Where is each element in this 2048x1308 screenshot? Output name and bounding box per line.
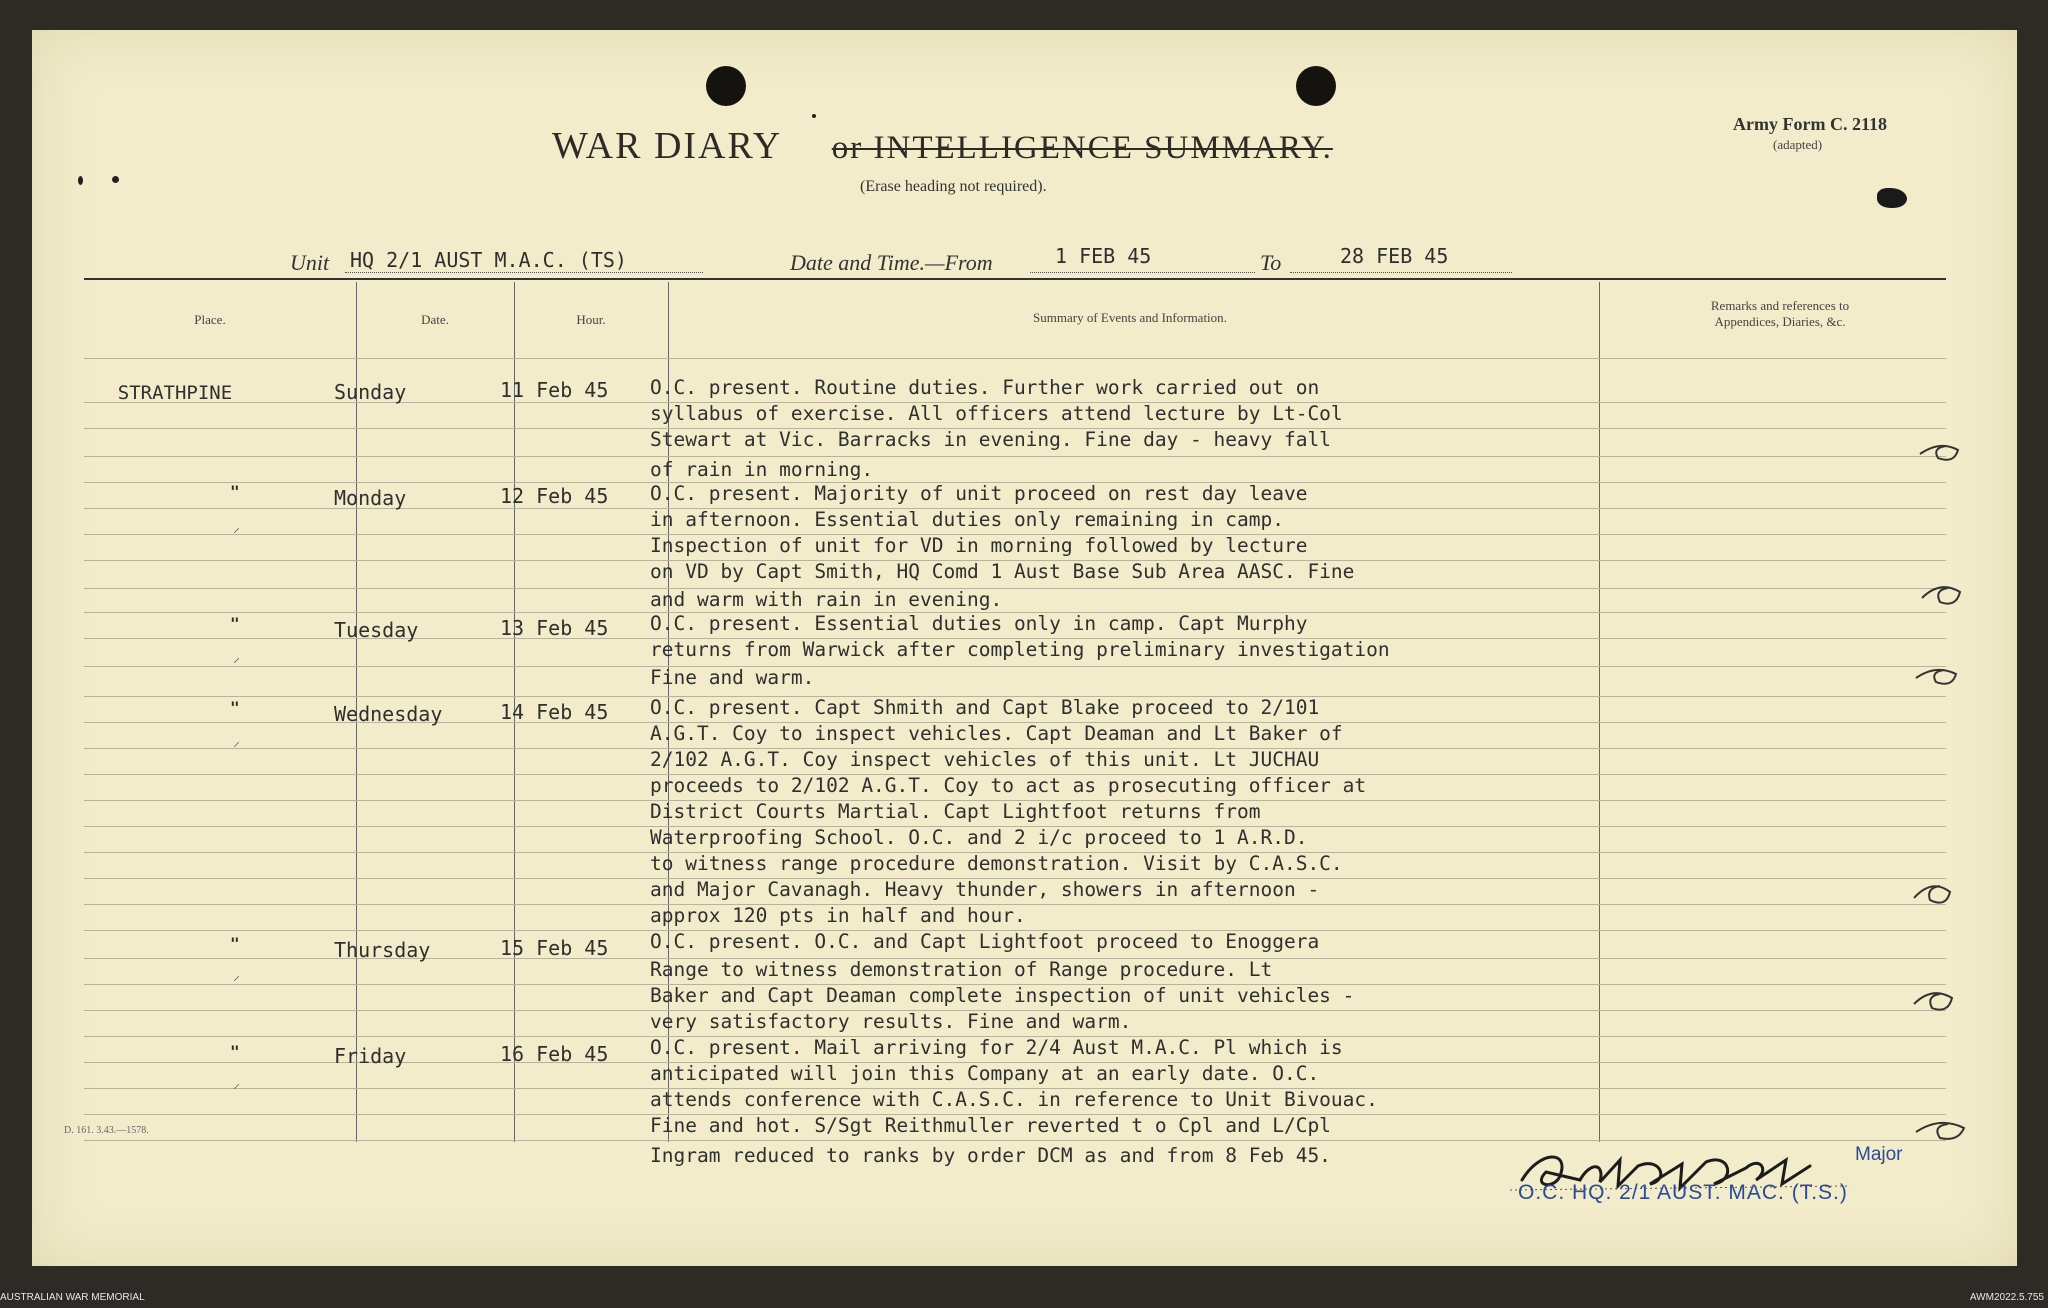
form-ref: Army Form C. 2118	[1733, 114, 1887, 134]
entry-2-line: O.C. present. Majority of unit proceed on rest day leave	[650, 482, 1308, 505]
entry-5-place: "	[230, 934, 240, 953]
from-dotline	[1030, 272, 1255, 273]
remark-mark	[1916, 1123, 1964, 1139]
entry-3-line: returns from Warwick after completing preliminary investigation	[650, 638, 1390, 661]
entry-5-day: Thursday	[334, 938, 431, 962]
to-dotline	[1290, 272, 1512, 273]
entry-6-line: Ingram reduced to ranks by order DCM as and from 8 Feb 45.	[650, 1144, 1331, 1167]
entry-5-line: Baker and Capt Deaman complete inspection of unit vehicles -	[650, 984, 1355, 1007]
date-label: Date and Time.—From	[790, 250, 993, 275]
from-value: 1 FEB 45	[1055, 244, 1152, 268]
remark-mark	[1916, 670, 1956, 684]
table-top-rule	[84, 278, 1946, 280]
entry-4-line: and Major Cavanagh. Heavy thunder, showers in afternoon -	[650, 878, 1320, 901]
remark-marks	[1900, 430, 1980, 1170]
col-summary: Summary of Events and Information.	[1033, 310, 1227, 325]
entry-2-day: Monday	[334, 486, 407, 510]
unit-value: HQ 2/1 AUST M.A.C. (TS)	[350, 248, 627, 272]
entry-1-date: 11 Feb 45	[500, 378, 609, 402]
speck	[78, 176, 83, 185]
remark-mark	[1914, 993, 1952, 1009]
entry-2-line: and warm with rain in evening.	[650, 588, 1003, 611]
entry-6-line: Fine and hot. S/Sgt Reithmuller reverted t o Cpl and L/Cpl	[650, 1114, 1331, 1137]
title-struck: or INTELLIGENCE SUMMARY.	[831, 130, 1333, 166]
archive-caption: AUSTRALIAN WAR MEMORIAL	[0, 1292, 145, 1303]
unit-dotline	[345, 272, 703, 273]
col-date: Date.	[421, 312, 449, 327]
entry-5-line: very satisfactory results. Fine and warm.	[650, 1010, 1132, 1033]
entry-3-line: O.C. present. Essential duties only in camp. Capt Murphy	[650, 612, 1308, 635]
to-value: 28 FEB 45	[1340, 244, 1449, 268]
entry-1-day: Sunday	[334, 380, 407, 404]
entry-4-line: A.G.T. Coy to inspect vehicles. Capt Deaman and Lt Baker of	[650, 722, 1343, 745]
entry-4-line: District Courts Martial. Capt Lightfoot returns from	[650, 800, 1261, 823]
entry-4-line: proceeds to 2/102 A.G.T. Coy to act as prosecuting officer at	[650, 774, 1367, 797]
entry-6-date: 16 Feb 45	[500, 1042, 609, 1066]
entry-1-line: O.C. present. Routine duties. Further work carried out on	[650, 376, 1320, 399]
entry-4-date: 14 Feb 45	[500, 700, 609, 724]
entry-3-line: Fine and warm.	[650, 666, 815, 689]
entry-3-day: Tuesday	[334, 618, 419, 642]
entry-6-day: Friday	[334, 1044, 407, 1068]
entry-2-date: 12 Feb 45	[500, 484, 609, 508]
entry-4-line: to witness range procedure demonstration. Visit by C.A.S.C.	[650, 852, 1343, 875]
signatory-rank: Major	[1855, 1144, 1903, 1165]
speck	[112, 176, 119, 183]
entry-2-line: on VD by Capt Smith, HQ Comd 1 Aust Base Sub Area AASC. Fine	[650, 560, 1355, 583]
tick-mark: ⸝	[233, 650, 240, 666]
entry-4-line: O.C. present. Capt Shmith and Capt Blake proceed to 2/101	[650, 696, 1320, 719]
tick-mark: ⸝	[233, 734, 240, 750]
form-ref-sub: (adapted)	[1773, 137, 1823, 152]
col-place: Place.	[194, 312, 226, 327]
col-hour: Hour.	[576, 312, 606, 327]
remark-mark	[1914, 886, 1950, 903]
col-rule-4	[1599, 282, 1600, 1142]
erase-note: (Erase heading not required).	[860, 178, 1047, 195]
remark-mark	[1922, 587, 1960, 603]
catalogue-number: AWM2022.5.755	[1969, 1292, 2044, 1303]
entry-5-date: 15 Feb 45	[500, 936, 609, 960]
entry-4-line: approx 120 pts in half and hour.	[650, 904, 1026, 927]
punch-hole-left	[706, 66, 746, 106]
entry-2-line: in afternoon. Essential duties only remaining in camp.	[650, 508, 1284, 531]
entry-1-line: of rain in morning.	[650, 458, 874, 481]
entry-5-line: Range to witness demonstration of Range procedure. Lt	[650, 958, 1273, 981]
speck	[812, 114, 816, 118]
col-remarks-2: Appendices, Diaries, &c.	[1714, 314, 1846, 329]
entry-1-line: Stewart at Vic. Barracks in evening. Fine day - heavy fall	[650, 428, 1331, 451]
entry-6-line: attends conference with C.A.S.C. in reference to Unit Bivouac.	[650, 1088, 1378, 1111]
entry-6-line: anticipated will join this Company at an early date. O.C.	[650, 1062, 1320, 1085]
entry-5-line: O.C. present. O.C. and Capt Lightfoot proceed to Enoggera	[650, 930, 1320, 953]
entry-6-line: O.C. present. Mail arriving for 2/4 Aust M.A.C. Pl which is	[650, 1036, 1343, 1059]
entry-4-place: "	[230, 698, 240, 717]
title-main: WAR DIARY	[552, 125, 781, 167]
tick-mark: ⸝	[233, 1076, 240, 1092]
ruled-line	[84, 358, 1946, 359]
tick-mark: ⸝	[233, 520, 240, 536]
ink-blot	[1877, 188, 1907, 208]
entry-4-day: Wednesday	[334, 702, 443, 726]
unit-label: Unit	[290, 250, 330, 275]
entry-3-place: "	[230, 614, 240, 633]
entry-6-place: "	[230, 1042, 240, 1061]
entry-3-date: 13 Feb 45	[500, 616, 609, 640]
unit-stamp: O.C. HQ. 2/1 AUST. MAC. (T.S.)	[1518, 1181, 1848, 1204]
entry-1-line: syllabus of exercise. All officers attend lecture by Lt-Col	[650, 402, 1343, 425]
col-remarks-1: Remarks and references to	[1710, 298, 1850, 313]
ruled-line	[84, 456, 1946, 457]
punch-hole-right	[1296, 66, 1336, 106]
ruled-line	[84, 666, 1946, 667]
entry-2-place: "	[230, 482, 240, 501]
document-title	[552, 124, 1333, 168]
ruled-line	[84, 588, 1946, 589]
entry-4-line: 2/102 A.G.T. Coy inspect vehicles of this unit. Lt JUCHAU	[650, 748, 1320, 771]
entry-4-line: Waterproofing School. O.C. and 2 i/c proceed to 1 A.R.D.	[650, 826, 1308, 849]
tick-mark: ⸝	[233, 968, 240, 984]
to-label: To	[1260, 250, 1282, 275]
print-reference: D. 161. 3.43.—1578.	[64, 1125, 149, 1136]
entry-1-place: STRATHPINE	[117, 382, 233, 404]
entry-2-line: Inspection of unit for VD in morning followed by lecture	[650, 534, 1308, 557]
remark-mark	[1920, 446, 1958, 460]
